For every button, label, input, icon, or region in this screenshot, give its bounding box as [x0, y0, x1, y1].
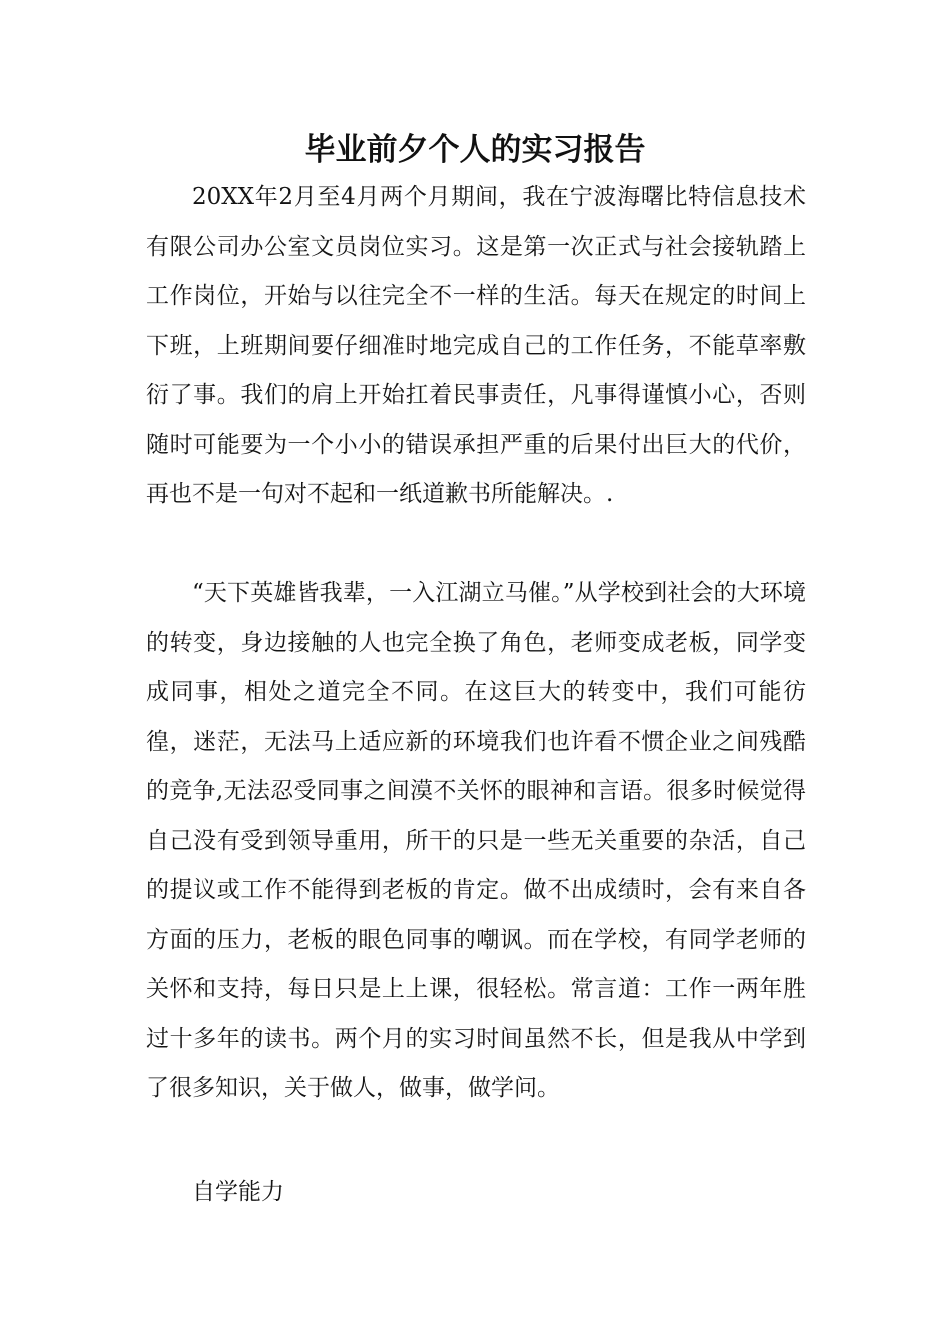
paragraph-2: “天下英雄皆我辈，一入江湖立马催。”从学校到社会的大环境的转变，身边接触的人也完全换了角色，老师变成老板，同学变成同事，相处之道完全不同。在这巨大的转变中，我们可能彷徨，迷茫，无法马上适应新的环境我们也许看不惯企业之间残酷的竞争,无法忍受同事之间漠不关怀的眼神和言语。很多时候觉得自己没有受到领导重用，所干的只是一些无关重要的杂活，自己的提议或工作不能得到老板的肯定。做不出成绩时，会有来自各方面的压力，老板的眼色同事的嘲讽。而在学校，有同学老师的关怀和支持，每日只是上上课，很轻松。常言道：工作一两年胜过十多年的读书。两个月的实习时间虽然不长，但是我从中学到了很多知识，关于做人，做事，做学问。	[146, 580, 806, 1101]
document-title: 毕业前夕个人的实习报告	[304, 132, 646, 168]
paragraph-1: 20XX年2月至4月两个月期间，我在宁波海曙比特信息技术有限公司办公室文员岗位实习。这是第一次正式与社会接轨踏上工作岗位，开始与以往完全不一样的生活。每天在规定的时间上下班，上班期间要仔细准时地完成自己的工作任务，不能草率敷衍了事。我们的肩上开始扛着民事责任，凡事得谨慎小心，否则随时可能要为一个小小的错误承担严重的后果付出巨大的代价，再也不是一句对不起和一纸道歉书所能解决。.	[146, 184, 806, 507]
section-heading: 自学能力	[192, 1179, 284, 1205]
